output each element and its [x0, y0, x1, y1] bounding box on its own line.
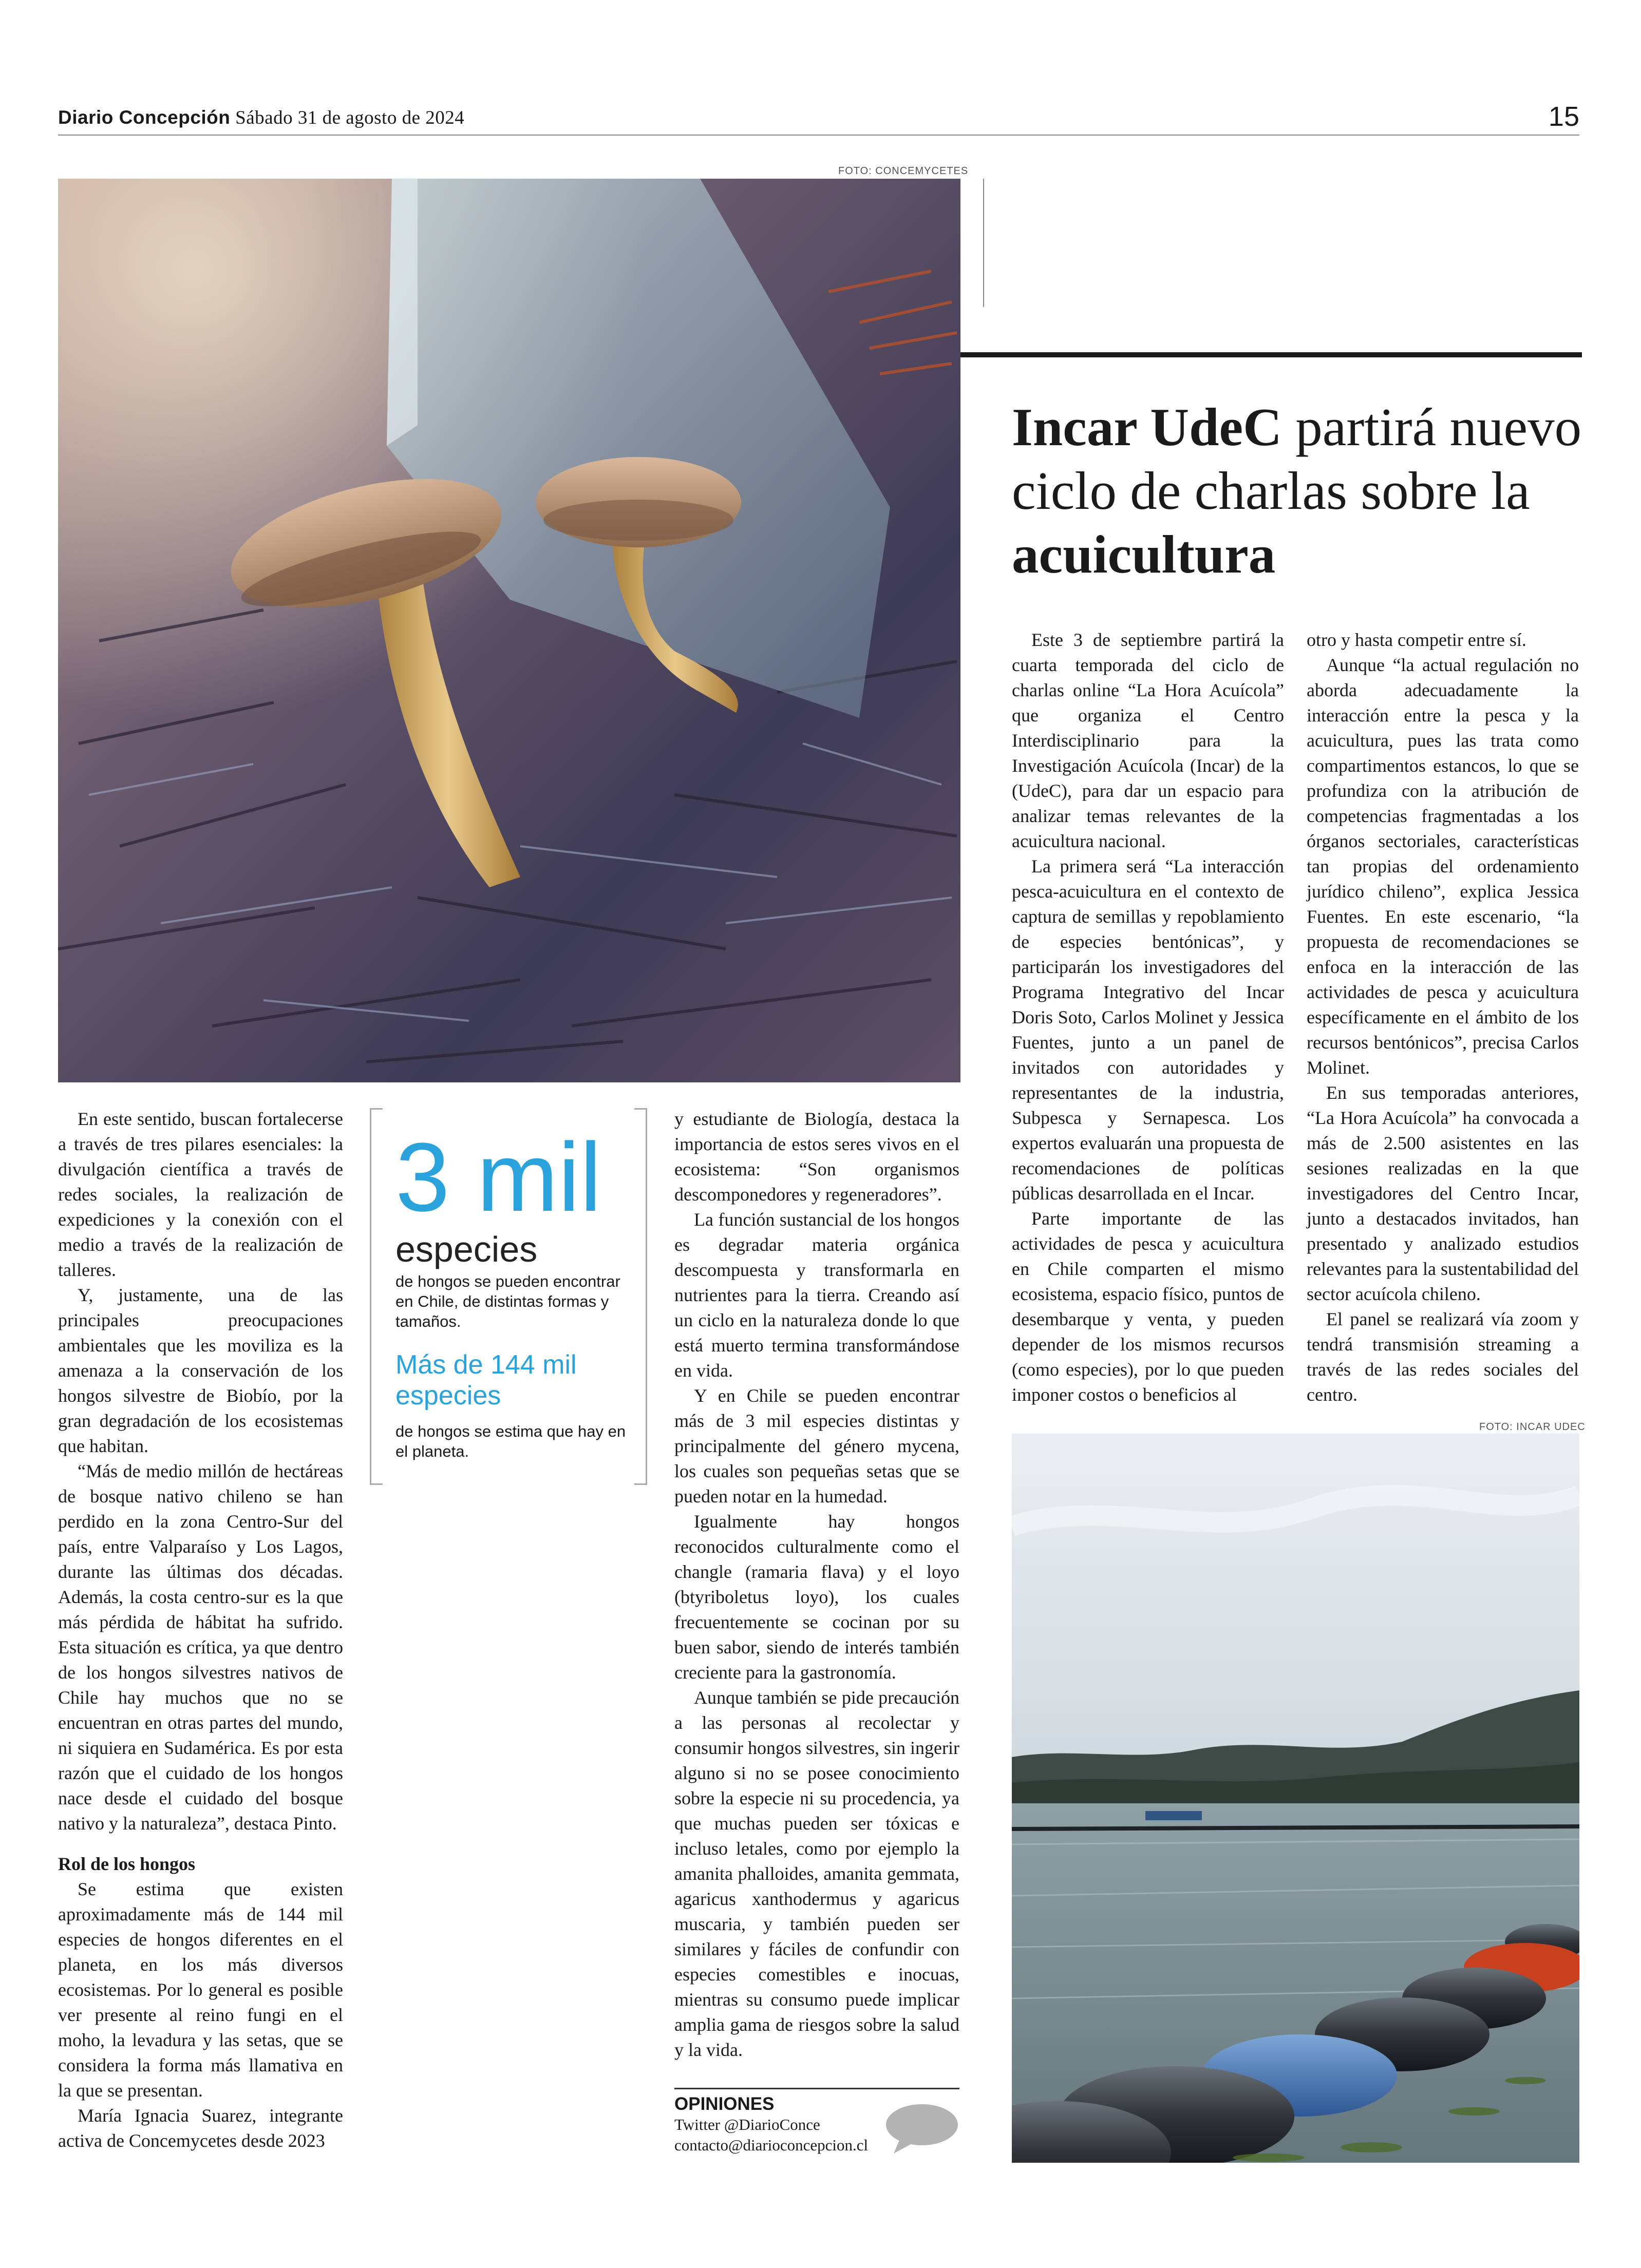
paragraph: Y en Chile se pueden encontrar más de 3 mil especies distintas y principalmente del género mycena, los cuales son pequeñas setas que se pueden notar en la humedad.	[674, 1385, 959, 1507]
contact-email[interactable]: contacto@diarioconcepcion.cl	[674, 2136, 869, 2154]
opinions-rule	[674, 2088, 959, 2089]
twitter-handle[interactable]: Twitter @DiarioConce	[674, 2115, 820, 2133]
right-article-col2	[1307, 627, 1579, 1407]
masthead	[58, 107, 464, 129]
left-article-col2	[674, 1107, 959, 2063]
speech-bubble-icon	[884, 2103, 959, 2155]
callout-desc: de hongos se pueden encontrar en Chile, de distintas formas y tamaños.	[395, 1272, 620, 1330]
callout-desc: de hongos se estima que hay en el planeta.	[395, 1422, 626, 1460]
bracket-left	[370, 1108, 383, 1485]
paragraph: Aunque también se pide precaución a las personas al recolectar y consumir hongos silvestres, sin ingerir alguno si no se posee conocimiento sobre la especie ni su procedencia, ya que muchas pueden ser tóxicas e incluso letales, como por ejemplo la amanita phalloides, amanita gemmata, agaricus xanthodermus y agaricus muscaria, y también pueden ser similares y fáciles de confundir con especies comestibles e inocuas, mientras su consumo puede implicar amplia gama de riesgos sobre la salud y la vida.	[674, 1687, 959, 2060]
paragraph: La función sustancial de los hongos es degradar materia orgánica descompuesta y transformarla en nutrientes para la tierra. Creando así un ciclo en la naturaleza donde lo que está muerto termina transformándose en vida.	[674, 1209, 959, 1381]
left-article-col1	[58, 1107, 343, 2153]
issue-date: Sábado 31 de agosto de 2024	[235, 107, 465, 128]
paragraph: otro y hasta competir entre sí.	[1307, 630, 1526, 650]
photo-credit: FOTO: CONCEMYCETES	[838, 165, 969, 177]
callout-big-number: 3 mil	[395, 1123, 602, 1232]
headline-regular-part: partirá nuevo ciclo de charlas sobre la	[1012, 397, 1582, 521]
right-article-col1	[1012, 627, 1284, 1407]
paper-name: Diario Concepción	[58, 107, 231, 128]
opinions-title: OPINIONES	[674, 2094, 775, 2114]
paragraph: “Más de medio millón de hectáreas de bosque nativo chileno se han perdido en la zona Centro-Sur del país, entre Valparaíso y Los Lagos, durante las últimas dos décadas. Además, la costa centro-sur es la que más pérdida de hábitat ha sufrido. Esta situación es crítica, ya que dentro de los hongos silvestres nativos de Chile hay muchos que no se encuentran en otras partes del mundo, ni siquiera en Sudamérica. Es por esta razón que el cuidado de los hongos nace desde el cuidado del bosque nativo y la naturaleza”, destaca Pinto.	[58, 1461, 343, 1834]
paragraph: Igualmente hay hongos reconocidos culturalmente como el changle (ramaria flava) y el loyo (btyriboletus loyo), los cuales frecuentemente se cocinan por su buen sabor, siendo de interés también creciente para la gastronomía.	[674, 1511, 959, 1683]
header-rule	[58, 135, 1579, 136]
photo-credit: FOTO: INCAR UDEC	[1479, 1421, 1586, 1433]
paragraph: El panel se realizará vía zoom y tendrá transmisión streaming a través de las redes sociales del centro.	[1307, 1309, 1579, 1405]
headline-rule	[960, 352, 1582, 357]
paragraph: Se estima que existen aproximadamente más de 144 mil especies de hongos diferentes en el planeta, en los más diversos ecosistemas. Por lo general es posible ver presente al reino fungi en el moho, la levadura y las setas, que se considera la forma más llamativa en la que se presentan.	[58, 1879, 343, 2101]
headline-bold-part: Incar UdeC	[1012, 397, 1282, 457]
callout-second-stat: Más de 144 mil especies	[395, 1350, 577, 1411]
paragraph: Parte importante de las actividades de pesca y acuicultura en Chile comparten el mismo ecosistema, espacio físico, puntos de desembarque y venta, y pueden depender de los mismos recursos (como especies), por lo que pueden imponer costos o beneficios al	[1012, 1208, 1284, 1405]
stats-callout	[370, 1108, 647, 1482]
paragraph: En sus temporadas anteriores, “La Hora Acuícola” ha convocada a más de 2.500 asistentes en las sesiones realizadas en la que investigadores del Centro Incar, junto a destacados invitados, han presentado y analizado estudios relevantes para la sustentabilidad del sector acuícola chileno.	[1307, 1082, 1579, 1304]
column-divider	[983, 179, 984, 307]
headline-bold-end: acuicultura	[1012, 524, 1276, 584]
subhead: Rol de los hongos	[58, 1854, 196, 1874]
paragraph: En este sentido, buscan fortalecerse a través de tres pilares esenciales: la divulgación científica a través de redes sociales, la realización de expediciones y la conexión con el medio a través de la realización de talleres.	[58, 1109, 343, 1280]
paragraph: La primera será “La interacción pesca-acuicultura en el contexto de captura de semillas y repoblamiento de especies bentónicas”, y participarán los investigadores del Programa Integrativo del Incar Doris Soto, Carlos Molinet y Jessica Fuentes, junto a un panel de invitados con autoridades y representantes de la industria, Subpesca y Sernapesca. Los expertos evaluarán una propuesta de recomendaciones de políticas públicas desarrollada en el Incar.	[1012, 856, 1284, 1204]
paragraph: Este 3 de septiembre partirá la cuarta temporada del ciclo de charlas online “La Hora Acuícola” que organiza el Centro Interdisciplinario para la Investigación Acuícola (Incar) de la (UdeC), para dar un espacio para analizar temas relevantes de la acuicultura nacional.	[1012, 630, 1284, 851]
article-headline	[1012, 395, 1582, 586]
paragraph: María Ignacia Suarez, integrante activa de Concemycetes desde 2023	[58, 2105, 343, 2151]
paragraph: Y, justamente, una de las principales preocupaciones ambientales que les moviliza es la amenaza a la conservación de los hongos silvestre de Biobío, por la gran degradación de los ecosistemas que habitan.	[58, 1285, 343, 1456]
mushroom-photo	[58, 179, 960, 1082]
paragraph: y estudiante de Biología, destaca la importancia de estos seres vivos en el ecosistema: “Son organismos descomponedores y regeneradores”.	[674, 1109, 959, 1205]
aquaculture-photo	[1012, 1434, 1579, 2163]
callout-unit: especies	[395, 1229, 538, 1269]
paragraph: Aunque “la actual regulación no aborda adecuadamente la interacción entre la pesca y la acuicultura, pues las trata como compartimentos estancos, lo que se profundiza con la atribución de competencias fragmentadas a los órganos sectoriales, características tan propias del ordenamiento jurídico chileno”, explica Jessica Fuentes. En este escenario, “la propuesta de recomendaciones se enfoca en la interacción de las actividades de pesca y acuicultura específicamente en el ámbito de los recursos bentónicos”, precisa Carlos Molinet.	[1307, 655, 1579, 1078]
page-number: 15	[1548, 101, 1579, 132]
